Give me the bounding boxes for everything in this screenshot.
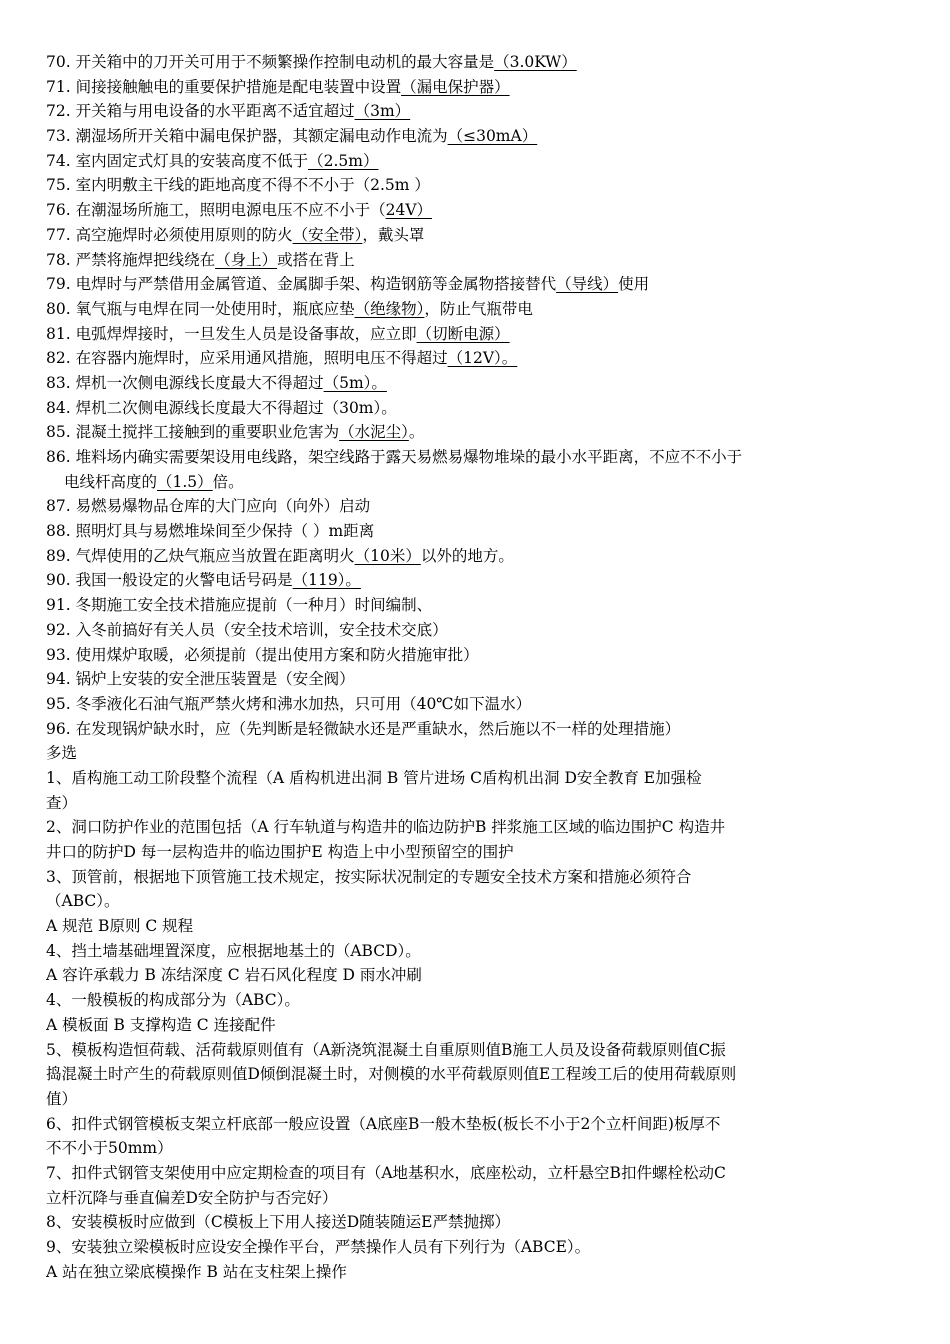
answer-text: （3.0KW） (494, 53, 577, 71)
line-text: A 容许承载力 B 冻结深度 C 岩石风化程度 D 雨水冲刷 (46, 966, 422, 985)
line-text: 89. 气焊使用的乙炔气瓶应当放置在距离明火 (46, 546, 355, 565)
line-text: 多选 (46, 744, 78, 763)
text-line (46, 889, 908, 914)
text-line (46, 593, 908, 618)
text-line (46, 1112, 908, 1137)
text-line (46, 519, 908, 544)
line-text: 95. 冬季液化石油气瓶严禁火烤和沸水加热，只可用（40℃如下温水） (46, 694, 532, 713)
text-line (46, 470, 908, 495)
text-line (46, 766, 908, 791)
text-line (46, 939, 908, 964)
line-text: 93. 使用煤炉取暖，必须提前（提出使用方案和防火措施审批） (46, 645, 479, 664)
line-text: 查） (46, 793, 78, 812)
line-text: A 站在独立梁底模操作 B 站在支柱架上操作 (46, 1262, 347, 1281)
text-line (46, 1210, 908, 1235)
text-line (46, 297, 908, 322)
line-text: A 规范 B原则 C 规程 (46, 917, 194, 936)
text-line (46, 840, 908, 865)
line-text: 82. 在容器内施焊时，应采用通风措施，照明电压不得超过 (46, 349, 448, 368)
text-line (46, 963, 908, 988)
line-text: 80. 氧气瓶与电焊在同一处使用时，瓶底应垫 (46, 299, 355, 318)
line-text: 90. 我国一般设定的火警电话号码是 (46, 571, 293, 590)
line-text: 78. 严禁将施焊把线绕在 (46, 250, 216, 269)
text-line (46, 1235, 908, 1260)
answer-text: （2.5m） (308, 151, 379, 170)
text-line (46, 815, 908, 840)
text-line (46, 1013, 908, 1038)
answer-text: （身上） (215, 250, 278, 269)
text-line (46, 1260, 908, 1285)
text-line (46, 494, 908, 519)
line-text: 4、一般模板的构成部分为（ABC）。 (46, 991, 300, 1010)
line-tail-text: 。 (408, 423, 425, 442)
text-line (46, 865, 908, 890)
line-tail-text: 倍。 (212, 472, 244, 491)
line-text: 87. 易燃易爆物品仓库的大门应向（向外）启动 (46, 497, 371, 516)
line-text: 71. 间接接触触电的重要保护措施是配电装置中设置 (46, 77, 402, 96)
text-line (46, 272, 908, 297)
text-line (46, 1161, 908, 1186)
line-text: （ABC）。 (46, 892, 120, 911)
line-text: 70. 开关箱中的刀开关可用于不频繁操作控制电动机的最大容量是 (46, 53, 495, 71)
text-line (46, 692, 908, 717)
text-line (46, 1087, 908, 1112)
text-line (46, 914, 908, 939)
text-line (46, 173, 908, 198)
line-text: 5、模板构造恒荷载、活荷载原则值有（A新浇筑混凝土自重原则值B施工人员及设备荷载原则值C振 (46, 1040, 726, 1059)
line-tail-text: 使用 (618, 275, 650, 294)
line-text: 7、扣件式钢管支架使用中应定期检查的项目有（A地基积水，底座松动，立杆悬空B扣件螺栓松动C (46, 1163, 726, 1182)
answer-text: （安全带） (292, 225, 363, 244)
text-line (46, 568, 908, 593)
line-text: 立杆沉降与垂直偏差D安全防护与否完好） (46, 1188, 338, 1207)
line-tail-text: 或搭在背上 (277, 250, 355, 269)
text-line (46, 420, 908, 445)
line-text: 74. 室内固定式灯具的安装高度不低于 (46, 151, 309, 170)
line-text: A 模板面 B 支撑构造 C 连接配件 (46, 1015, 276, 1034)
line-text: 92. 入冬前搞好有关人员（安全技术培训，安全技术交底） (46, 620, 448, 639)
line-text: 井口的防护D 每一层构造井的临边围护E 构造上中小型预留空的围护 (46, 843, 514, 861)
line-text: 1、盾构施工动工阶段整个流程（A 盾构机进出洞 B 管片进场 C盾构机出洞 D安全教育 E加强检 (46, 768, 702, 787)
text-line (46, 1186, 908, 1211)
text-line (46, 618, 908, 643)
line-text: 6、扣件式钢管模板支架立杆底部一般应设置（A底座B一般木垫板(板长不小于2个立杆间距)板厚不 (46, 1114, 721, 1133)
text-line (46, 544, 908, 569)
text-line (46, 346, 908, 371)
answer-text: （≤30mA） (447, 127, 538, 146)
line-text: 73. 潮湿场所开关箱中漏电保护器，其额定漏电动作电流为 (46, 127, 448, 146)
text-line (46, 124, 908, 149)
line-text: 76. 在潮湿场所施工，照明电源电压不应不小于（ (46, 201, 386, 220)
text-line (46, 1038, 908, 1063)
line-text: 83. 焊机一次侧电源线长度最大不得超过 (46, 373, 324, 392)
answer-text: （导线） (556, 275, 619, 294)
answer-text: （12V）。 (447, 349, 518, 368)
text-line (46, 791, 908, 816)
text-line (46, 371, 908, 396)
text-line (46, 75, 908, 100)
answer-text: （3m） (354, 102, 411, 121)
text-line (46, 248, 908, 273)
text-line (46, 223, 908, 248)
answer-text: （水泥尘） (339, 423, 409, 442)
line-tail-text: ，防止气瓶带电 (424, 299, 533, 318)
line-text: 84. 焊机二次侧电源线长度最大不得超过（30m）。 (46, 398, 397, 417)
answer-text: （10米） (354, 546, 421, 565)
answer-text: 24V） (385, 201, 433, 220)
answer-text: （绝缘物） (354, 299, 425, 318)
text-line (46, 643, 908, 668)
text-line (46, 322, 908, 347)
line-tail-text: 以外的地方。 (420, 546, 514, 565)
text-line (46, 988, 908, 1013)
section-heading (46, 741, 908, 766)
line-text: 77. 高空施焊时必须使用原则的防火 (46, 225, 293, 244)
text-line (46, 1062, 908, 1087)
line-text: 9、安装独立梁模板时应设安全操作平台，严禁操作人员有下列行为（ABCE）。 (46, 1238, 591, 1256)
text-line (46, 99, 908, 124)
line-text: 3、顶管前，根据地下顶管施工技术规定，按实际状况制定的专题安全技术方案和措施必须符合 (46, 867, 692, 886)
answer-text: （切断电源） (416, 324, 510, 343)
text-line (46, 149, 908, 174)
line-text: 96. 在发现锅炉缺水时，应（先判断是轻微缺水还是严重缺水，然后施以不一样的处理措施） (46, 719, 681, 738)
text-line (46, 396, 908, 421)
line-text: 值） (46, 1089, 78, 1108)
line-text: 2、洞口防护作业的范围包括（A 行车轨道与构造井的临边防护B 拌浆施工区域的临边围护C 构造井 (46, 818, 726, 837)
line-text: 电线杆高度的 (64, 472, 158, 491)
line-text: 79. 电焊时与严禁借用金属管道、金属脚手架、构造钢筋等金属物搭接替代 (46, 275, 557, 294)
line-text: 94. 锅炉上安装的安全泄压装置是（安全阀） (46, 670, 355, 689)
line-text: 86. 堆料场内确实需要架设用电线路，架空线路于露天易燃易爆物堆垛的最小水平距离，不应不不小于 (46, 448, 743, 466)
line-text: 91. 冬期施工安全技术措施应提前（一种月）时间编制、 (46, 596, 433, 615)
line-text: 88. 照明灯具与易燃堆垛间至少保持（ ）m距离 (46, 522, 375, 541)
text-line (46, 717, 908, 742)
line-text: 捣混凝土时产生的荷载原则值D倾倒混凝土时，对侧模的水平荷载原则值E工程竣工后的使用荷载原则 (46, 1065, 737, 1084)
line-text: 75. 室内明敷主干线的距地高度不得不不小于（2.5m ） (46, 176, 430, 195)
line-text: 4、挡土墙基础埋置深度，应根据地基土的（ABCD）。 (46, 941, 421, 960)
answer-text: （5m）。 (323, 373, 387, 392)
line-text: 72. 开关箱与用电设备的水平距离不适宜超过 (46, 102, 355, 121)
text-line (46, 1136, 908, 1161)
line-text: 8、安装模板时应做到（C模板上下用人接送D随装随运E严禁抛掷） (46, 1213, 510, 1232)
answer-text: （1.5） (157, 472, 213, 491)
text-line (46, 445, 908, 470)
text-line (46, 198, 908, 223)
line-tail-text: ，戴头罩 (362, 225, 425, 244)
answer-text: （119）。 (292, 571, 361, 590)
text-line (46, 50, 908, 75)
line-text: 85. 混凝土搅拌工接触到的重要职业危害为 (46, 423, 340, 442)
line-text: 不不小于50mm） (46, 1139, 173, 1158)
answer-text: （漏电保护器） (401, 77, 510, 96)
text-line (46, 667, 908, 692)
line-text: 81. 电弧焊焊接时，一旦发生人员是设备事故，应立即 (46, 324, 417, 343)
